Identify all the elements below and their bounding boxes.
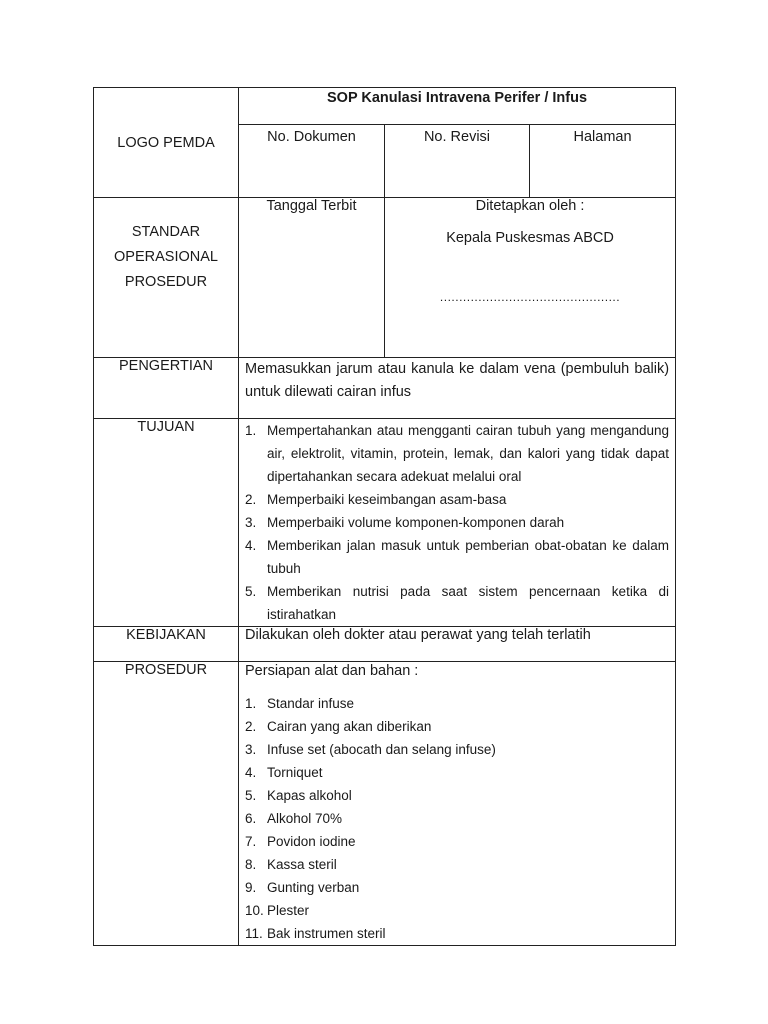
halaman-cell: [530, 125, 676, 198]
no-dokumen-cell: [239, 125, 385, 198]
alat-bahan-list: [245, 692, 669, 945]
persiapan-heading: Persiapan alat dan bahan :: [245, 663, 419, 679]
standar-line-1: STANDAR: [131, 224, 201, 240]
list-item: 5. Kapas alkohol: [245, 788, 352, 803]
list-item: 7. Povidon iodine: [245, 834, 356, 849]
no-revisi-cell: [385, 125, 530, 198]
list-item: 4. Torniquet: [245, 765, 323, 780]
tujuan-list: [245, 419, 669, 626]
list-item: 6. Alkohol 70%: [245, 811, 343, 826]
list-item: 5. Memberikan nutrisi pada saat sistem pencernaan ketika di istirahatkan: [245, 584, 670, 622]
prosedur-content: [239, 662, 676, 946]
pengertian-label: PENGERTIAN: [94, 358, 239, 419]
document-title: SOP Kanulasi Intravena Perifer / Infus: [239, 88, 676, 125]
signature-line: ...............................................: [439, 290, 621, 304]
list-item: 10. Plester: [245, 903, 310, 918]
no-revisi-label: No. Revisi: [423, 129, 491, 145]
list-item: 3. Memperbaiki volume komponen-komponen darah: [245, 515, 565, 530]
standar-label-cell: [94, 198, 239, 358]
pengertian-text: Memasukkan jarum atau kanula ke dalam vena (pembuluh balik) untuk dilewati cairan infus: [239, 358, 676, 419]
kebijakan-text: Dilakukan oleh dokter atau perawat yang telah terlatih: [239, 627, 676, 662]
kebijakan-label: KEBIJAKAN: [94, 627, 239, 662]
list-item: 2. Memperbaiki keseimbangan asam-basa: [245, 492, 507, 507]
sop-document-table: [93, 87, 676, 946]
prosedur-label: PROSEDUR: [94, 662, 239, 946]
list-item: 1. Mempertahankan atau mengganti cairan tubuh yang mengandung air, elektrolit, vitamin, protein, lemak, dan kalori yang tidak dapat dipertahankan secara adekuat melalui oral: [245, 423, 670, 484]
no-dokumen-label: No. Dokumen: [267, 129, 356, 145]
tanggal-terbit-label: Tanggal Terbit: [266, 198, 357, 214]
standar-line-2: OPERASIONAL: [114, 249, 218, 265]
standar-line-3: PROSEDUR: [124, 274, 208, 290]
list-item: 9. Gunting verban: [245, 880, 360, 895]
list-item: 11. Bak instrumen steril: [245, 926, 386, 941]
list-item: 3. Infuse set (abocath dan selang infuse): [245, 742, 496, 757]
list-item: 2. Cairan yang akan diberikan: [245, 719, 432, 734]
list-item: 4. Memberikan jalan masuk untuk pemberian obat-obatan ke dalam tubuh: [245, 538, 670, 576]
list-item: 8. Kassa steril: [245, 857, 337, 872]
kepala-puskesmas: Kepala Puskesmas ABCD: [446, 230, 614, 246]
tanggal-terbit-cell: [239, 198, 385, 358]
halaman-label: Halaman: [573, 129, 632, 145]
logo-cell: [94, 88, 239, 198]
ditetapkan-label: Ditetapkan oleh :: [475, 198, 585, 214]
logo-placeholder: LOGO PEMDA: [117, 134, 215, 151]
tujuan-label: TUJUAN: [94, 419, 239, 627]
ditetapkan-cell: [385, 198, 676, 358]
tujuan-content: [239, 419, 676, 627]
list-item: 1. Standar infuse: [245, 696, 355, 711]
